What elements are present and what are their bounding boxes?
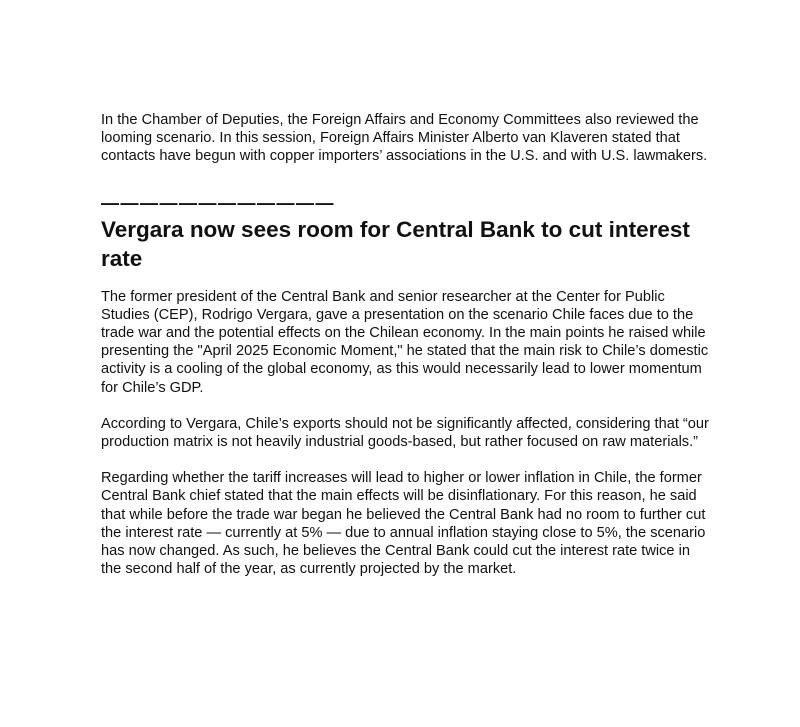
intro-paragraph: In the Chamber of Deputies, the Foreign Affairs and Economy Committees also reviewed the looming scenario. In this session, Foreign Affairs Minister Alberto van Klaveren stated that contacts have begun with copper importers’ associations in the U.S. and with U.S. lawmakers.	[101, 112, 708, 165]
body-paragraph: According to Vergara, Chile’s exports should not be significantly affected, considering that “our production matrix is not heavily industrial goods-based, but rather focused on raw materials.”	[101, 415, 709, 451]
section-heading: Vergara now sees room for Central Bank to cut interest rate	[101, 216, 690, 271]
body-paragraph: Regarding whether the tariff increases will lead to higher or lower inflation in Chile, the former Central Bank chief stated that the main effects will be disinflationary. For this reason, he said that while before the trade war began he believed the Central Bank had no room to further cut the interest rate — currently at 5% — due to annual inflation staying close to 5%, the scenario has now changed. As such, he believes the Central Bank could cut the interest rate twice in the second half of the year, as currently projected by the market.	[101, 470, 706, 578]
article-body	[101, 111, 711, 578]
section-divider: ————————————	[101, 192, 335, 213]
body-paragraph: The former president of the Central Bank and senior researcher at the Center for Public Studies (CEP), Rodrigo Vergara, gave a presentation on the scenario Chile faces due to the trade war and the potential effects on the Chilean economy. In the main points he raised while presenting the "April 2025 Economic Moment," he stated that the main risk to Chile’s domestic activity is a cooling of the global economy, as this would necessarily lead to lower momentum for Chile’s GDP.	[101, 288, 709, 396]
